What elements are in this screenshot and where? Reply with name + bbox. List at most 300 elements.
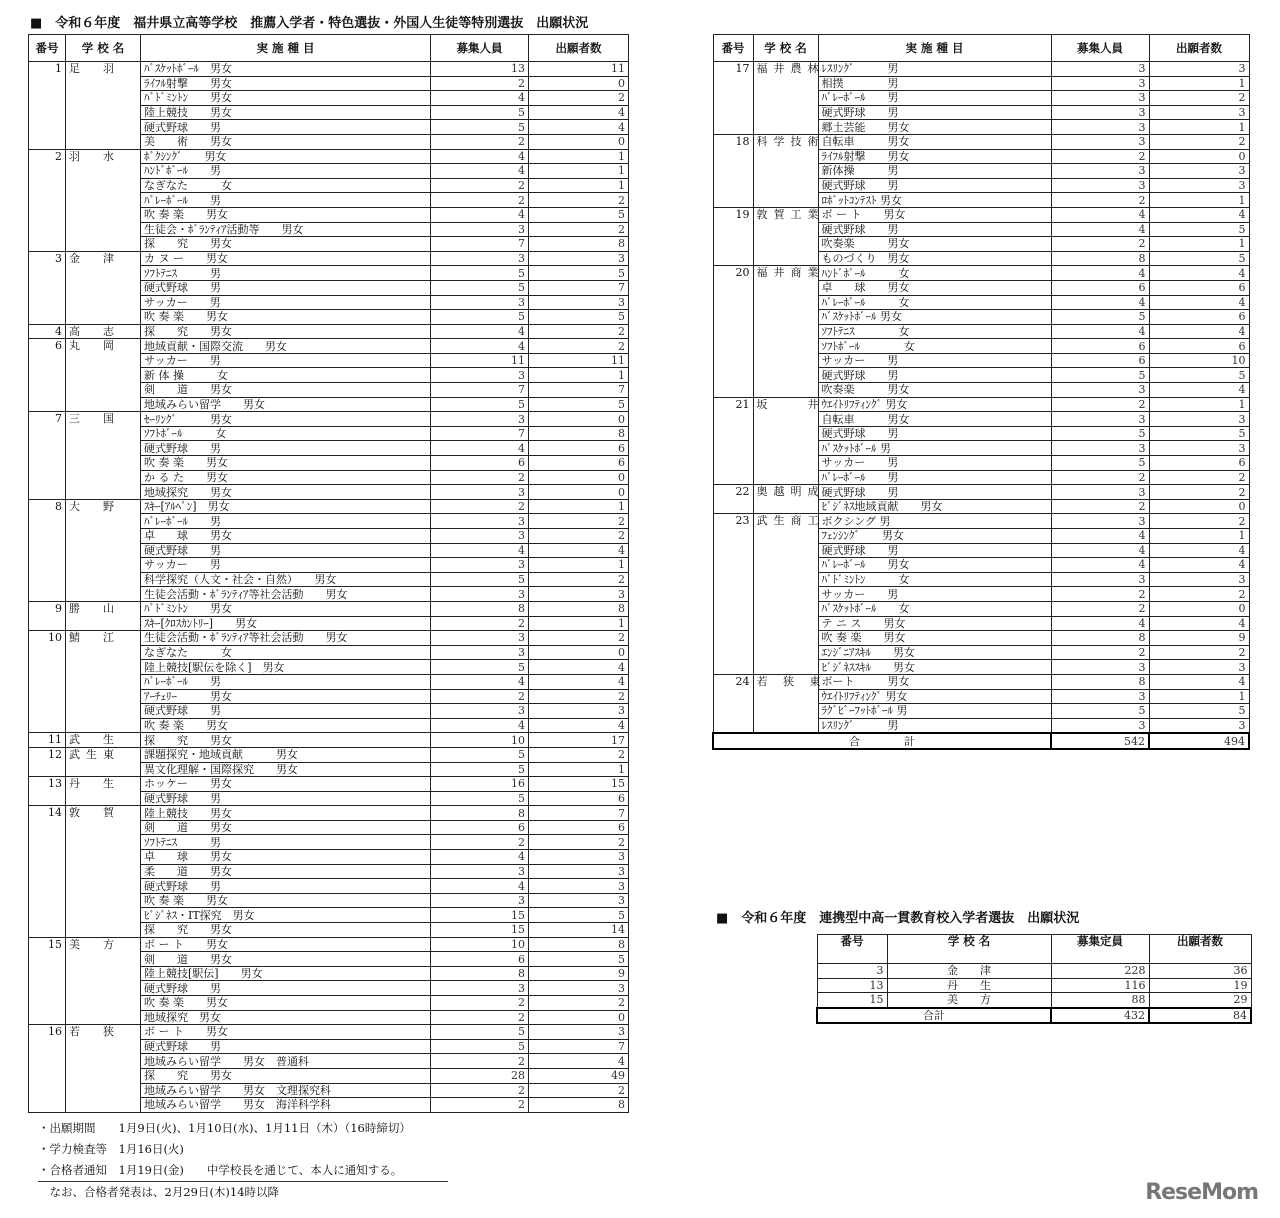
- event-name: ﾌｪﾝｼﾝｸﾞ 男女: [818, 529, 1051, 544]
- event-name: なぎなた 女: [141, 645, 431, 660]
- event-name: ホッケー 男女: [141, 777, 431, 792]
- capacity-value: 116: [1051, 978, 1149, 993]
- school-name: 武生商工: [753, 514, 818, 675]
- event-name: ボ ー ト 男女: [818, 207, 1051, 222]
- event-name: ﾛﾎﾞｯﾄｺﾝﾃｽﾄ 男女: [818, 193, 1051, 208]
- applicants-value: 49: [529, 1068, 629, 1083]
- applicants-value: 3: [1149, 718, 1249, 733]
- note-notification: ・合格者通知 1月19日(金) 中学校長を通じて、本人に通知する。: [38, 1160, 448, 1182]
- school-name: 福井農林: [753, 62, 818, 135]
- event-name: 相撲 男: [818, 76, 1051, 91]
- capacity-value: 3: [1051, 572, 1149, 587]
- school-name: 金 津: [887, 964, 1051, 979]
- table-row: [713, 397, 1249, 412]
- applicants-value: 5: [529, 207, 629, 222]
- school-name: 高 志: [66, 324, 141, 339]
- capacity-value: 3: [431, 295, 529, 310]
- event-name: 地域みらい留学 男女 海洋科学科: [141, 1098, 431, 1113]
- event-name: 生徒会・ﾎﾞﾗﾝﾃｨｱ活動等 男女: [141, 222, 431, 237]
- capacity-value: 4: [1051, 529, 1149, 544]
- event-name: 地域みらい留学 男女 普通科: [141, 1054, 431, 1069]
- event-name: 硬式野球 男: [818, 178, 1051, 193]
- capacity-value: 3: [431, 514, 529, 529]
- applicants-value: 11: [529, 353, 629, 368]
- capacity-value: 5: [431, 280, 529, 295]
- table-row: [29, 601, 629, 616]
- header-applicants: 出願者数: [1149, 935, 1251, 964]
- school-number: 10: [29, 631, 66, 733]
- school-number: 20: [713, 266, 753, 397]
- applicants-value: 6: [529, 441, 629, 456]
- capacity-value: 10: [431, 937, 529, 952]
- capacity-value: 5: [431, 105, 529, 120]
- table-row: [713, 485, 1249, 500]
- table-row: [817, 978, 1251, 993]
- capacity-value: 2: [1051, 499, 1149, 514]
- applicants-value: 1: [1149, 120, 1249, 135]
- event-name: 陸上競技 男女: [141, 806, 431, 821]
- school-number: 17: [713, 62, 753, 135]
- event-name: 硬式野球 男: [141, 791, 431, 806]
- capacity-value: 15: [431, 923, 529, 938]
- school-number: 19: [713, 207, 753, 265]
- school-name: 奥越明成: [753, 485, 818, 514]
- event-name: 異文化理解・国際探究 男女: [141, 762, 431, 777]
- applicants-value: 7: [529, 383, 629, 398]
- event-name: ﾎﾞｸｼﾝｸﾞ 男女: [141, 149, 431, 164]
- applicants-value: 3: [529, 893, 629, 908]
- applicants-value: 8: [529, 937, 629, 952]
- applicants-value: 1: [529, 164, 629, 179]
- applicants-value: 2: [529, 689, 629, 704]
- applicants-value: 5: [529, 952, 629, 967]
- school-name: 若 狭 東: [753, 674, 818, 733]
- capacity-value: 3: [431, 529, 529, 544]
- applicants-value: 3: [1149, 105, 1249, 120]
- event-name: 硬式野球 男: [818, 222, 1051, 237]
- capacity-value: 3: [431, 981, 529, 996]
- table-row: [29, 251, 629, 266]
- header-no: 番号: [817, 935, 887, 964]
- school-name: 美 方: [66, 937, 141, 1025]
- capacity-value: 2: [1051, 601, 1149, 616]
- school-number: 1: [29, 62, 66, 150]
- applicants-value: 1: [529, 499, 629, 514]
- applicants-value: 5: [1149, 704, 1249, 719]
- applicants-value: 4: [529, 1054, 629, 1069]
- applicants-value: 3: [1149, 164, 1249, 179]
- applicants-value: 1: [529, 558, 629, 573]
- header-school: 学 校 名: [66, 35, 141, 62]
- capacity-value: 4: [431, 207, 529, 222]
- capacity-value: 3: [1051, 164, 1149, 179]
- event-name: 剣 道 男女: [141, 820, 431, 835]
- capacity-value: 3: [1051, 134, 1149, 149]
- event-name: 吹 奏 楽 男女: [141, 718, 431, 733]
- capacity-value: 8: [1051, 631, 1149, 646]
- applicants-value: 8: [529, 1098, 629, 1113]
- event-name: ｳｴｲﾄﾘﾌﾃｨﾝｸﾞ 男女: [818, 689, 1051, 704]
- capacity-value: 5: [431, 266, 529, 281]
- applicants-value: 3: [1149, 412, 1249, 427]
- capacity-value: 4: [1051, 222, 1149, 237]
- applicants-value: 4: [1149, 616, 1249, 631]
- capacity-value: 4: [431, 879, 529, 894]
- event-name: 生徒会活動・ﾎﾞﾗﾝﾃｨｱ等社会活動 男女: [141, 631, 431, 646]
- event-name: ﾊﾞﾚｰﾎﾞｰﾙ 女: [818, 295, 1051, 310]
- event-name: 硬式野球 男: [141, 704, 431, 719]
- applicants-value: 1: [529, 368, 629, 383]
- event-name: 探 究 男女: [141, 1068, 431, 1083]
- applicants-value: 6: [529, 456, 629, 471]
- total-applicants: 84: [1149, 1008, 1251, 1024]
- event-name: 郷土芸能 男女: [818, 120, 1051, 135]
- applicants-value: 0: [1149, 601, 1249, 616]
- school-number: 8: [29, 499, 66, 601]
- table-row: [713, 674, 1249, 689]
- event-name: ﾊﾞｽｹｯﾄﾎﾞｰﾙ 男: [818, 441, 1051, 456]
- applicants-value: 1: [529, 616, 629, 631]
- capacity-value: 3: [1051, 178, 1149, 193]
- school-name: 丹 生: [887, 978, 1051, 993]
- event-name: 地域みらい留学 男女: [141, 397, 431, 412]
- applicants-value: 1: [1149, 193, 1249, 208]
- event-name: サッカー 男: [141, 353, 431, 368]
- applicants-value: 0: [529, 412, 629, 427]
- applicants-value: 8: [529, 426, 629, 441]
- applicants-value: 9: [1149, 631, 1249, 646]
- event-name: 硬式野球 男: [141, 543, 431, 558]
- table-row: [29, 937, 629, 952]
- capacity-value: 2: [431, 835, 529, 850]
- event-name: ﾊﾞﾚｰﾎﾞｰﾙ 男女: [818, 558, 1051, 573]
- capacity-value: 4: [431, 718, 529, 733]
- applicants-value: 2: [529, 339, 629, 354]
- event-name: 新 体 操 女: [141, 368, 431, 383]
- notes: [38, 1118, 448, 1203]
- school-name: 若 狭: [66, 1025, 141, 1113]
- capacity-value: 13: [431, 62, 529, 77]
- applicants-value: 3: [1149, 178, 1249, 193]
- event-name: か る た 男女: [141, 470, 431, 485]
- applicants-value: 2: [529, 835, 629, 850]
- event-name: ﾋﾞｼﾞﾈｽ地域貢献 男女: [818, 499, 1051, 514]
- applicants-value: 3: [529, 879, 629, 894]
- capacity-value: 88: [1051, 993, 1149, 1008]
- applicants-value: 4: [1149, 543, 1249, 558]
- applicants-value: 3: [1149, 62, 1249, 77]
- header-capacity: 募集定員: [1051, 935, 1149, 964]
- event-name: 硬式野球 男: [818, 543, 1051, 558]
- capacity-value: 3: [1051, 76, 1149, 91]
- event-name: ﾊﾞｽｹｯﾄﾎﾞｰﾙ 女: [818, 601, 1051, 616]
- event-name: 吹 奏 楽 男女: [141, 310, 431, 325]
- table-row: [713, 134, 1249, 149]
- event-name: ﾚｽﾘﾝｸﾞ 男: [818, 718, 1051, 733]
- school-number: 13: [29, 777, 66, 806]
- event-name: ものづくり 男女: [818, 251, 1051, 266]
- applicants-value: 2: [529, 324, 629, 339]
- capacity-value: 5: [431, 747, 529, 762]
- note-exam: ・学力検査等 1月16日(火): [38, 1142, 184, 1156]
- applicants-value: 7: [529, 1039, 629, 1054]
- capacity-value: 3: [1051, 718, 1149, 733]
- applicants-value: 4: [529, 105, 629, 120]
- event-name: ﾊﾞﾄﾞﾐﾝﾄﾝ 女: [818, 572, 1051, 587]
- capacity-value: 2: [431, 616, 529, 631]
- event-name: カ ヌ ー 男女: [141, 251, 431, 266]
- capacity-value: 3: [1051, 514, 1149, 529]
- capacity-value: 2: [1051, 470, 1149, 485]
- applicants-value: 4: [529, 120, 629, 135]
- event-name: 吹 奏 楽 男女: [141, 996, 431, 1011]
- capacity-value: 3: [1051, 689, 1149, 704]
- applicants-value: 2: [1149, 514, 1249, 529]
- event-name: 科学探究（人文・社会・自然） 男女: [141, 572, 431, 587]
- capacity-value: 6: [431, 952, 529, 967]
- capacity-value: 3: [431, 368, 529, 383]
- capacity-value: 3: [431, 251, 529, 266]
- capacity-value: 6: [1051, 339, 1149, 354]
- event-name: ﾗｸﾞﾋﾞｰﾌｯﾄﾎﾞｰﾙ 男: [818, 704, 1051, 719]
- header-no: 番号: [29, 35, 66, 62]
- applicants-value: 5: [1149, 222, 1249, 237]
- applicants-value: 8: [529, 237, 629, 252]
- event-name: 吹 奏 楽 男女: [818, 631, 1051, 646]
- applicants-value: 2: [529, 222, 629, 237]
- applicants-value: 1: [529, 762, 629, 777]
- capacity-value: 3: [1051, 660, 1149, 675]
- capacity-value: 4: [431, 339, 529, 354]
- capacity-value: 2: [431, 1054, 529, 1069]
- school-number: 2: [29, 149, 66, 251]
- applicants-value: 0: [1149, 149, 1249, 164]
- school-name: 羽 水: [66, 149, 141, 251]
- capacity-value: 2: [431, 499, 529, 514]
- capacity-value: 7: [431, 237, 529, 252]
- header-applicants: 出願者数: [529, 35, 629, 62]
- table-row: [817, 993, 1251, 1008]
- school-number: 15: [29, 937, 66, 1025]
- capacity-value: 4: [1051, 543, 1149, 558]
- school-number: 9: [29, 601, 66, 630]
- applicants-value: 4: [529, 674, 629, 689]
- capacity-value: 5: [431, 572, 529, 587]
- school-number: 3: [29, 251, 66, 324]
- capacity-value: 8: [431, 966, 529, 981]
- applicants-value: 4: [1149, 207, 1249, 222]
- capacity-value: 4: [1051, 558, 1149, 573]
- total-capacity: 432: [1051, 1008, 1149, 1024]
- school-name: 武生東: [66, 747, 141, 776]
- event-name: ﾊﾞﾚｰﾎﾞｰﾙ 男: [818, 91, 1051, 106]
- header-school: 学 校 名: [887, 935, 1051, 964]
- capacity-value: 3: [431, 704, 529, 719]
- school-number: 23: [713, 514, 753, 675]
- applicants-value: 3: [529, 704, 629, 719]
- capacity-value: 4: [1051, 266, 1149, 281]
- applicants-value: 2: [529, 1083, 629, 1098]
- event-name: 吹 奏 楽 男女: [141, 207, 431, 222]
- capacity-value: 5: [431, 660, 529, 675]
- capacity-value: 2: [1051, 193, 1149, 208]
- applicants-value: 1: [1149, 237, 1249, 252]
- capacity-value: 7: [431, 426, 529, 441]
- event-name: ﾗｲﾌﾙ射撃 男女: [141, 76, 431, 91]
- event-name: 硬式野球 男: [141, 120, 431, 135]
- applicants-value: 1: [1149, 76, 1249, 91]
- table-row: [713, 514, 1249, 529]
- capacity-value: 5: [431, 791, 529, 806]
- capacity-value: 10: [431, 733, 529, 748]
- event-name: ｽｷｰ[ｸﾛｽｶﾝﾄﾘｰ] 男女: [141, 616, 431, 631]
- capacity-value: 3: [1051, 62, 1149, 77]
- event-name: 卓 球 男女: [141, 850, 431, 865]
- note-period: ・出願期間 1月9日(火)、1月10日(水)、1月11日（木）（16時締切）: [38, 1121, 411, 1135]
- applicants-value: 2: [529, 747, 629, 762]
- table-row: [29, 1025, 629, 1040]
- capacity-value: 6: [431, 456, 529, 471]
- main-title: ■ 令和６年度 福井県立高等学校 推薦入学者・特色選抜・外国人生徒等特別選抜 出願状況: [30, 16, 589, 31]
- capacity-value: 3: [431, 485, 529, 500]
- capacity-value: 3: [431, 631, 529, 646]
- school-number: 18: [713, 134, 753, 207]
- header-capacity: 募集人員: [431, 35, 529, 62]
- table-row: [29, 777, 629, 792]
- applicants-value: 9: [529, 966, 629, 981]
- capacity-value: 16: [431, 777, 529, 792]
- event-name: 剣 道 男女: [141, 383, 431, 398]
- capacity-value: 2: [431, 134, 529, 149]
- event-name: 吹 奏 楽 男女: [141, 456, 431, 471]
- event-name: 卓 球 男女: [818, 280, 1051, 295]
- event-name: 探 究 男女: [141, 923, 431, 938]
- school-name: 大 野: [66, 499, 141, 601]
- capacity-value: 2: [1051, 237, 1149, 252]
- capacity-value: 28: [431, 1068, 529, 1083]
- event-name: ﾊﾞﾄﾞﾐﾝﾄﾝ 男女: [141, 91, 431, 106]
- applicants-value: 7: [529, 806, 629, 821]
- capacity-value: 2: [1051, 587, 1149, 602]
- event-name: 硬式野球 男: [818, 485, 1051, 500]
- applicants-value: 2: [1149, 91, 1249, 106]
- event-name: サッカー 男: [818, 456, 1051, 471]
- applicants-value: 3: [529, 295, 629, 310]
- applicants-value: 0: [529, 485, 629, 500]
- applicants-value: 3: [1149, 660, 1249, 675]
- applicants-value: 1: [1149, 397, 1249, 412]
- header-event: 実 施 種 目: [141, 35, 431, 62]
- applicants-value: 0: [529, 76, 629, 91]
- event-name: ﾊﾞｽｹｯﾄﾎﾞｰﾙ 男女: [141, 62, 431, 77]
- event-name: 柔 道 男女: [141, 864, 431, 879]
- applicants-value: 15: [529, 777, 629, 792]
- applicants-value: 6: [1149, 310, 1249, 325]
- school-number: 7: [29, 412, 66, 500]
- table-header: [29, 35, 629, 62]
- header-capacity: 募集人員: [1051, 35, 1149, 62]
- applicants-value: 6: [1149, 456, 1249, 471]
- event-name: 硬式野球 男: [141, 879, 431, 894]
- applicants-value: 10: [1149, 353, 1249, 368]
- event-name: サッカー 男: [141, 558, 431, 573]
- event-name: サッカー 男: [141, 295, 431, 310]
- applicants-value: 3: [529, 587, 629, 602]
- event-name: 新体操 男: [818, 164, 1051, 179]
- capacity-value: 3: [431, 864, 529, 879]
- event-name: サッカー 男: [818, 353, 1051, 368]
- total-capacity: 542: [1051, 733, 1149, 749]
- table-header: [817, 935, 1251, 964]
- event-name: ﾊﾞｽｹｯﾄﾎﾞｰﾙ 男女: [818, 310, 1051, 325]
- event-name: 吹奏楽 男女: [818, 237, 1051, 252]
- school-number: 4: [29, 324, 66, 339]
- table-row: [713, 62, 1249, 77]
- table-row: [29, 747, 629, 762]
- event-name: 地域探究 男女: [141, 1010, 431, 1025]
- table-row: [29, 631, 629, 646]
- capacity-value: 5: [431, 762, 529, 777]
- capacity-value: 2: [431, 1083, 529, 1098]
- event-name: 陸上競技[駅伝] 男女: [141, 966, 431, 981]
- applicants-value: 2: [1149, 134, 1249, 149]
- school-name: 勝 山: [66, 601, 141, 630]
- header-event: 実 施 種 目: [818, 35, 1051, 62]
- applicants-value: 14: [529, 923, 629, 938]
- capacity-value: 5: [1051, 456, 1149, 471]
- applicants-value: 4: [529, 543, 629, 558]
- applicants-value: 0: [1149, 499, 1249, 514]
- event-name: 生徒会活動・ﾎﾞﾗﾝﾃｨｱ等社会活動 男女: [141, 587, 431, 602]
- capacity-value: 5: [1051, 426, 1149, 441]
- event-name: ﾊﾝﾄﾞﾎﾞｰﾙ 女: [818, 266, 1051, 281]
- school-number: 3: [817, 964, 887, 979]
- event-name: ﾋﾞｼﾞﾈｽ・IT探究 男女: [141, 908, 431, 923]
- capacity-value: 2: [431, 1010, 529, 1025]
- applicants-value: 8: [529, 601, 629, 616]
- capacity-value: 4: [431, 850, 529, 865]
- applicants-value: 2: [1149, 587, 1249, 602]
- applicants-value: 2: [529, 996, 629, 1011]
- event-name: ﾊﾞﾚｰﾎﾞｰﾙ 男: [141, 674, 431, 689]
- capacity-value: 8: [431, 806, 529, 821]
- applicants-value: 3: [529, 981, 629, 996]
- capacity-value: 2: [431, 1098, 529, 1113]
- event-name: 課題探究・地域貢献 男女: [141, 747, 431, 762]
- event-name: 吹奏楽 男女: [818, 383, 1051, 398]
- capacity-value: 2: [431, 689, 529, 704]
- capacity-value: 3: [431, 222, 529, 237]
- header-school: 学 校 名: [753, 35, 818, 62]
- event-name: 地域貢献・国際交流 男女: [141, 339, 431, 354]
- event-name: 硬式野球 男: [818, 368, 1051, 383]
- applicants-value: 3: [529, 864, 629, 879]
- school-number: 14: [29, 806, 66, 937]
- school-name: 美 方: [887, 993, 1051, 1008]
- capacity-value: 11: [431, 353, 529, 368]
- school-number: 11: [29, 733, 66, 748]
- capacity-value: 3: [431, 412, 529, 427]
- table-row: [29, 149, 629, 164]
- event-name: 美 術 男女: [141, 134, 431, 149]
- applicants-value: 2: [529, 572, 629, 587]
- school-number: 24: [713, 674, 753, 733]
- event-name: ｿﾌﾄﾃﾆｽ 男: [141, 835, 431, 850]
- capacity-value: 5: [431, 397, 529, 412]
- capacity-value: 2: [1051, 645, 1149, 660]
- capacity-value: 3: [1051, 91, 1149, 106]
- event-name: ボ ー ト 男女: [141, 937, 431, 952]
